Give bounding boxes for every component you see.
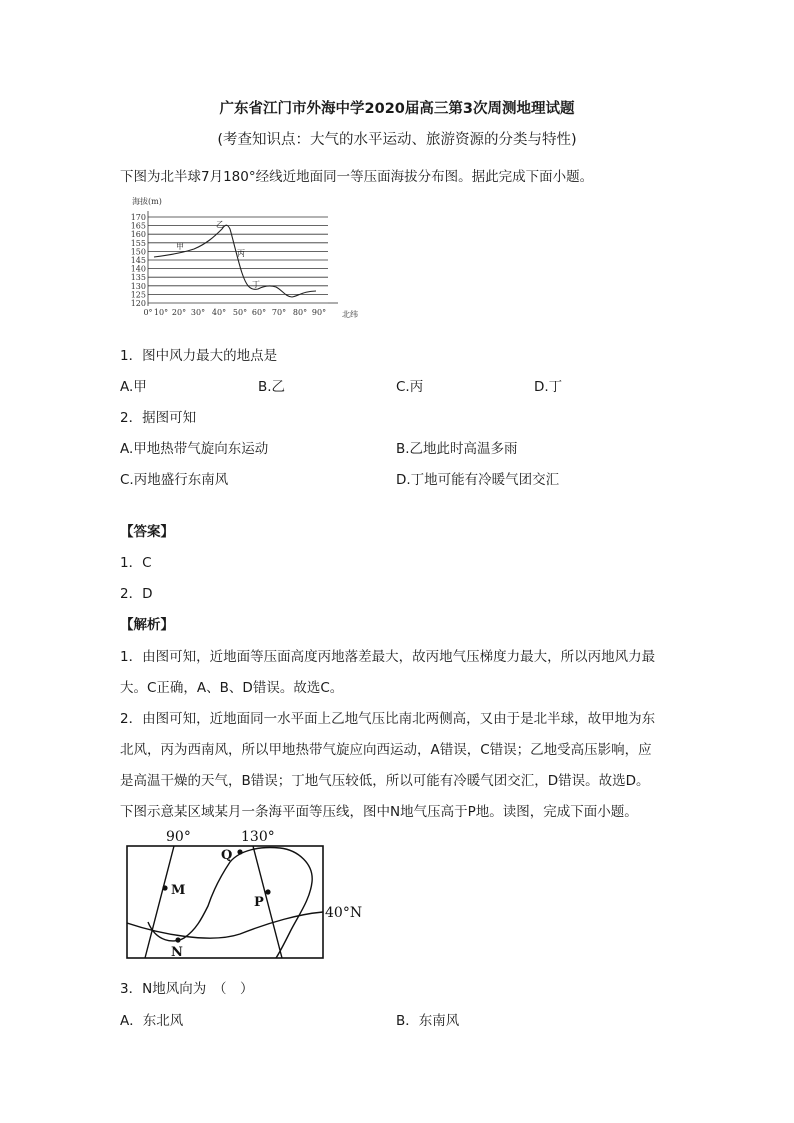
lon-90-label: 90°: [166, 829, 191, 845]
q1-option-a[interactable]: A.甲: [120, 379, 147, 395]
q1-option-d[interactable]: D.丁: [534, 379, 563, 395]
isobaric-surface-curve: [154, 225, 316, 297]
lon-130-label: 130°: [241, 829, 275, 845]
point-n-label: N: [171, 945, 183, 960]
analysis-line: 大。C正确，A、B、D错误。故选C。: [120, 680, 344, 696]
x-tick: 70°: [271, 308, 287, 317]
y-tick: 165: [130, 221, 146, 231]
y-tick: 130: [130, 281, 146, 291]
isobar-map: [120, 826, 370, 968]
chart-ylabel: 海拔(m): [132, 197, 162, 206]
y-tick: 140: [130, 264, 146, 274]
x-tick: 50°: [232, 308, 248, 317]
q3-option-b[interactable]: B．东南风: [396, 1013, 460, 1029]
x-tick: 30°: [190, 308, 206, 317]
y-tick: 155: [130, 238, 146, 248]
label-yi: 乙: [216, 220, 224, 229]
x-tick: 20°: [171, 308, 187, 317]
analysis-line: 1．由图可知，近地面等压面高度丙地落差最大，故丙地气压梯度力最大，所以丙地风力最: [120, 649, 656, 665]
chart-xlabel: 北纬: [342, 310, 358, 319]
answer-item: 1．C: [120, 555, 152, 571]
y-tick: 145: [130, 256, 146, 265]
x-tick: 90°: [311, 308, 327, 317]
point-m-label: M: [171, 883, 186, 898]
point-p-marker: [265, 889, 270, 894]
q2-stem: 2．据图可知: [120, 410, 197, 426]
point-p-label: P: [254, 895, 264, 910]
answer-heading: 【答案】: [120, 524, 174, 540]
isobaric-surface-chart: [120, 193, 380, 328]
point-m-marker: [162, 885, 167, 890]
point-q-label: Q: [221, 848, 233, 863]
x-tick: 40°: [211, 308, 227, 317]
q2-option-b[interactable]: B.乙地此时高温多雨: [396, 441, 518, 457]
q2-option-a[interactable]: A.甲地热带气旋向东运动: [120, 441, 269, 457]
y-tick: 125: [130, 290, 146, 300]
answer-item: 2．D: [120, 586, 153, 602]
isobar-curve: [148, 848, 312, 958]
q3-stem: 3．N地风向为 （ ）: [120, 981, 254, 997]
q2-option-d[interactable]: D.丁地可能有冷暖气团交汇: [396, 472, 560, 488]
intro-text-2: 下图示意某区域某月一条海平面等压线，图中N地气压高于P地。读图，完成下面小题。: [120, 804, 638, 820]
lat-40n-label: 40°N: [325, 905, 363, 921]
q3-option-a[interactable]: A．东北风: [120, 1013, 184, 1029]
q2-option-c[interactable]: C.丙地盛行东南风: [120, 472, 229, 488]
analysis-line: 是高温干燥的天气，B错误；丁地气压较低，所以可能有冷暖气团交汇，D错误。故选D。: [120, 773, 650, 789]
y-tick: 120: [130, 299, 146, 308]
y-tick: 150: [130, 247, 146, 257]
q1-option-b[interactable]: B.乙: [258, 379, 286, 395]
y-tick: 160: [130, 230, 146, 240]
q1-option-c[interactable]: C.丙: [396, 379, 424, 395]
label-bing: 丙: [237, 249, 245, 258]
analysis-line: 2．由图可知，近地面同一水平面上乙地气压比南北两侧高，又由于是北半球，故甲地为东: [120, 711, 656, 727]
point-n-marker: [175, 937, 180, 942]
y-tick: 170: [130, 213, 146, 222]
intro-text-1: 下图为北半球7月180°经线近地面同一等压面海拔分布图。据此完成下面小题。: [120, 169, 594, 185]
x-tick: 0°: [143, 308, 153, 317]
x-tick: 60°: [251, 308, 267, 317]
analysis-heading: 【解析】: [120, 617, 174, 633]
label-ding: 丁: [252, 280, 260, 289]
x-tick: 80°: [292, 308, 308, 317]
page-title: 广东省江门市外海中学2020届高三第3次周测地理试题: [219, 101, 575, 117]
page-subtitle: (考查知识点：大气的水平运动、旅游资源的分类与特性): [217, 132, 577, 148]
y-tick: 135: [130, 273, 146, 283]
q1-stem: 1．图中风力最大的地点是: [120, 348, 278, 364]
x-tick: 10°: [153, 308, 169, 317]
label-jia: 甲: [176, 242, 184, 251]
point-q-marker: [237, 849, 242, 854]
analysis-line: 北风，丙为西南风，所以甲地热带气旋应向西运动，A错误，C错误；乙地受高压影响，应: [120, 742, 652, 758]
